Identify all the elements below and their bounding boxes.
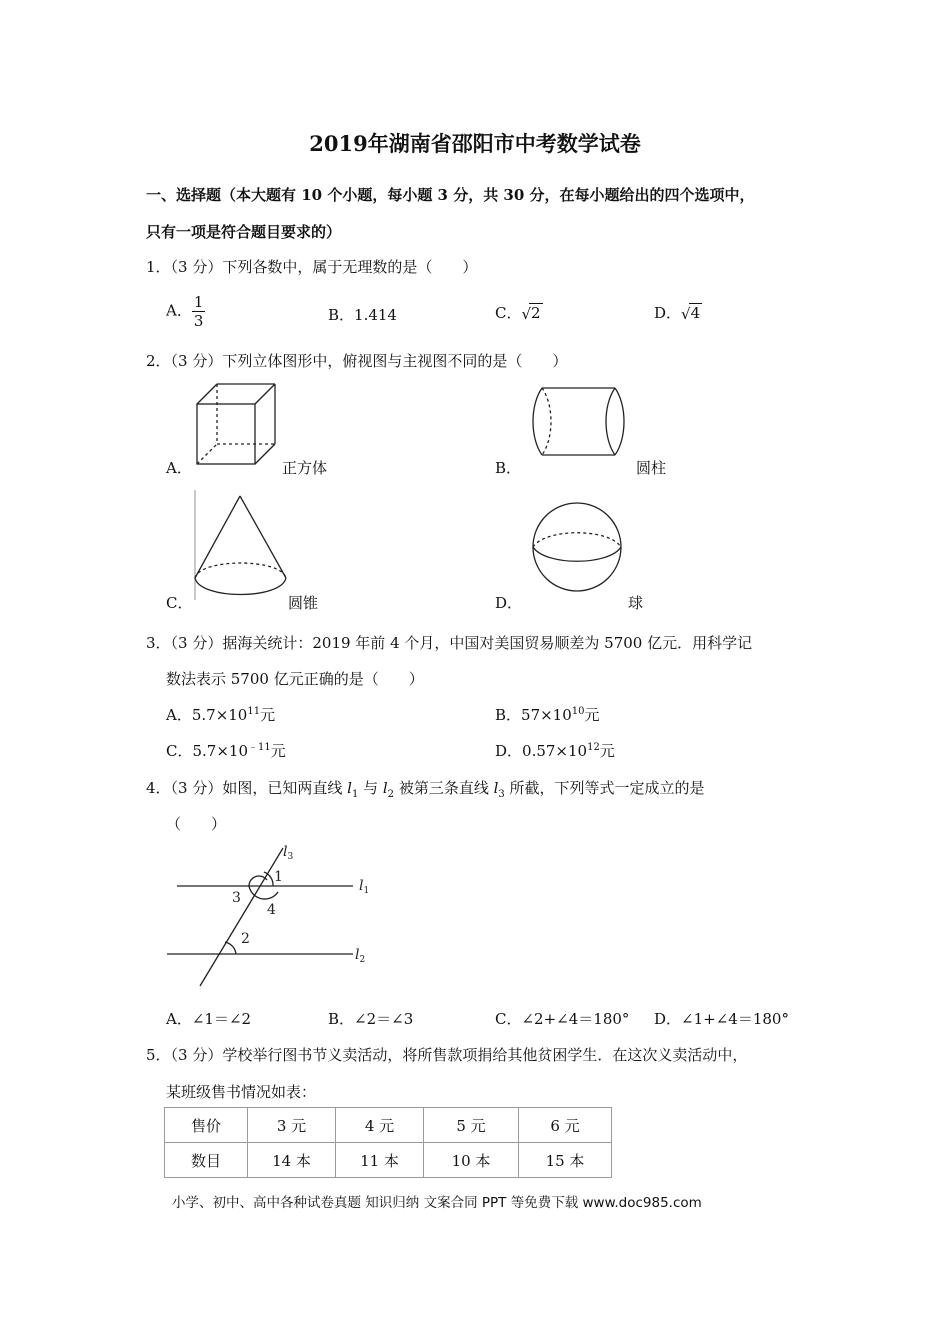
q1-option-d-label: D． — [654, 304, 682, 322]
q1-option-b: B．1.414 — [328, 306, 397, 324]
q3-stem-line1: 3．（3 分）据海关统计：2019 年前 4 个月，中国对美国贸易顺差为 5700 亿元．用科学记 — [146, 634, 753, 652]
svg-text:l2 — [355, 947, 365, 965]
q4-l2-sub: 2 — [387, 789, 395, 800]
option-unit: 元 — [599, 742, 615, 760]
cube-figure — [190, 382, 270, 472]
q4-option-a: A．∠1＝∠2 — [166, 1010, 252, 1028]
exam-title: 2019年湖南省邵阳市中考数学试卷 — [309, 131, 641, 156]
option-exponent: ﹣11 — [248, 742, 271, 753]
fraction — [192, 293, 206, 330]
q1-option-a-label: A． — [166, 301, 192, 320]
q4-option-b: B．∠2＝∠3 — [328, 1010, 414, 1028]
table-cell: 5 元 — [424, 1108, 519, 1143]
option-base: 0.57×10 — [522, 742, 588, 760]
q5-stem-line2: 某班级售书情况如表： — [166, 1083, 317, 1101]
table-cell: 售价 — [165, 1108, 248, 1143]
fig-l2-sub: 2 — [359, 955, 366, 965]
section-heading-line2: 只有一项是符合题目要求的） — [146, 223, 342, 241]
option-unit: 元 — [270, 742, 286, 760]
table-cell: 15 本 — [519, 1143, 612, 1178]
q1-option-d — [654, 302, 702, 323]
fig-l3: l — [283, 844, 288, 860]
table-row — [165, 1108, 612, 1143]
table-cell: 数目 — [165, 1143, 248, 1178]
q4-l3: l — [493, 779, 499, 797]
q4-stem-mid1: 与 — [358, 779, 383, 797]
table-row — [165, 1143, 612, 1178]
q1-option-c-radicand: 2 — [531, 304, 541, 322]
q4-stem-pre: 4．（3 分）如图，已知两直线 — [146, 779, 348, 797]
table-cell: 3 元 — [248, 1108, 336, 1143]
cone-figure — [190, 490, 290, 605]
q1-option-d-radicand: 4 — [690, 304, 701, 322]
fig-angle-4: 4 — [267, 902, 276, 918]
fig-l1: l — [359, 878, 364, 894]
q5-stem-line1: 5．（3 分）学校举行图书节义卖活动，将所售款项捐给其他贫困学生．在这次义卖活动中， — [146, 1046, 748, 1064]
fig-angle-2: 2 — [241, 931, 250, 947]
q3-option-c — [166, 740, 286, 761]
q4-option-c: C．∠2+∠4＝180° — [495, 1010, 630, 1028]
sqrt-icon: √ — [681, 305, 691, 323]
section-heading-line1: 一、选择题（本大题有 10 个小题，每小题 3 分，共 30 分，在每小题给出的四个选项中， — [146, 186, 755, 204]
option-exponent: 11 — [247, 706, 261, 717]
page-footer: 小学、初中、高中各种试卷真题 知识归纳 文案合同 PPT 等免费下载 www.doc985.com — [172, 1195, 702, 1211]
option-base: 5.7×10 — [191, 706, 248, 724]
fraction-numerator: 1 — [193, 293, 204, 311]
q2-option-c-label: C． — [166, 594, 193, 612]
q3-option-d — [495, 740, 615, 761]
q4-stem-line1 — [146, 777, 705, 800]
table-cell: 4 元 — [336, 1108, 424, 1143]
q4-stem-line2: （ ） — [166, 815, 227, 833]
fig-l1-sub: 1 — [363, 886, 370, 896]
table-cell: 14 本 — [248, 1143, 336, 1178]
parallel-lines-figure — [165, 840, 385, 995]
q2-stem: 2．（3 分）下列立体图形中，俯视图与主视图不同的是（ ） — [146, 352, 568, 370]
q2-option-a-name: 正方体 — [282, 459, 328, 477]
sales-table — [164, 1107, 612, 1178]
fraction-denominator: 3 — [193, 312, 204, 330]
option-label: A． — [166, 706, 192, 724]
q2-option-b-label: B． — [495, 459, 522, 477]
q4-stem-post: 所截，下列等式一定成立的是 — [504, 779, 705, 797]
q2-option-b-name: 圆柱 — [636, 459, 667, 477]
q4-l1: l — [347, 779, 352, 797]
q3-option-b — [495, 704, 600, 725]
q2-option-a-label: A． — [166, 459, 192, 477]
fig-l2: l — [355, 947, 360, 963]
fig-l3-sub: 3 — [287, 852, 294, 862]
q4-option-d: D．∠1+∠4＝180° — [654, 1010, 789, 1028]
option-label: D． — [495, 742, 523, 760]
fig-angle-1: 1 — [274, 869, 283, 885]
q4-l3-sub: 3 — [498, 789, 505, 800]
sqrt-icon: √ — [521, 305, 532, 323]
option-label: B． — [495, 706, 522, 724]
option-base: 5.7×10 — [192, 742, 248, 760]
option-unit: 元 — [584, 706, 600, 724]
sphere-figure — [530, 500, 625, 595]
q1-option-c-label: C． — [495, 304, 522, 322]
q4-l2: l — [382, 779, 388, 797]
fig-angle-3: 3 — [232, 890, 241, 906]
table-cell: 6 元 — [519, 1108, 612, 1143]
svg-text:l3 — [283, 844, 293, 862]
option-base: 57×10 — [521, 706, 572, 724]
cylinder-figure — [530, 385, 630, 460]
q2-option-c-name: 圆锥 — [288, 594, 319, 612]
table-cell: 11 本 — [336, 1143, 424, 1178]
q2-option-d-name: 球 — [628, 594, 644, 612]
q1-option-a — [166, 293, 205, 330]
q1-option-c — [495, 302, 543, 323]
q1-stem: 1．（3 分）下列各数中，属于无理数的是（ ） — [146, 258, 478, 276]
q2-option-d-label: D． — [495, 594, 523, 612]
q3-option-a — [166, 704, 275, 725]
option-exponent: 12 — [587, 742, 600, 753]
table-cell: 10 本 — [424, 1143, 519, 1178]
q4-l1-sub: 1 — [351, 789, 359, 800]
option-unit: 元 — [260, 706, 276, 724]
q4-stem-mid2: 被第三条直线 — [394, 779, 494, 797]
option-label: C． — [166, 742, 193, 760]
option-exponent: 10 — [571, 706, 585, 717]
q3-stem-line2: 数法表示 5700 亿元正确的是（ ） — [166, 670, 424, 688]
svg-text:l1 — [359, 878, 369, 896]
